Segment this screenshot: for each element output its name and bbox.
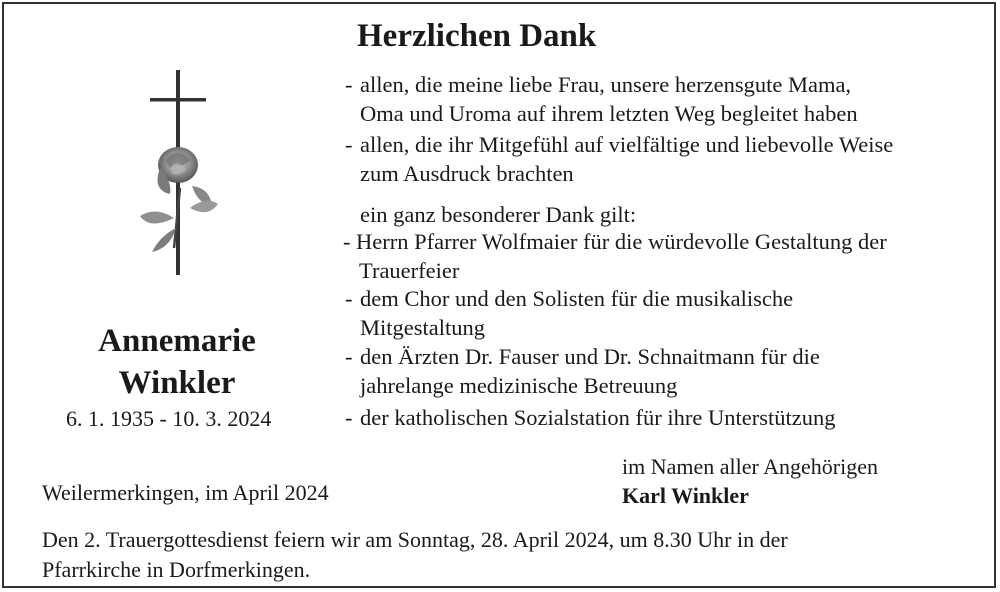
dash: - [345,405,353,430]
thanks-item-line2: zum Ausdruck brachten [360,161,574,186]
thanks-item [345,130,893,188]
special-item-line1: den Ärzten Dr. Fauser und Dr. Schnaitmann für die [360,344,820,369]
special-item-line1: Herrn Pfarrer Wolfmaier für die würdevolle Gestaltung der [356,229,887,254]
dash: - [343,229,351,254]
heading: Herzlichen Dank [357,18,597,54]
dash: - [345,132,353,157]
dash: - [345,344,353,369]
service-announcement [42,525,788,585]
special-item-line2: Mitgestaltung [360,315,485,340]
special-item-line2: jahrelange medizinische Betreuung [360,373,678,398]
thanks-item-line1: allen, die meine liebe Frau, unsere herzensgute Mama, [360,72,852,97]
signature-block [622,452,878,510]
deceased-first-name: Annemarie [98,323,256,359]
dash: - [345,286,353,311]
special-item [345,342,820,400]
signatory-name: Karl Winkler [622,483,749,508]
special-item [345,284,793,342]
special-item-line1: der katholischen Sozialstation für ihre Unterstützung [360,405,836,430]
special-item-line2: Trauerfeier [359,258,460,283]
dash: - [345,72,353,97]
service-line2: Pfarrkirche in Dorfmerkingen. [42,557,311,582]
special-item [343,227,887,285]
thanks-item-line2: Oma und Uroma auf ihrem letzten Weg begleitet haben [360,101,858,126]
cross-rose-icon [130,68,230,278]
service-line1: Den 2. Trauergottesdienst feiern wir am Sonntag, 28. April 2024, um 8.30 Uhr in der [42,527,788,552]
on-behalf-text: im Namen aller Angehörigen [622,454,878,479]
thanks-item-line1: allen, die ihr Mitgefühl auf vielfältige und liebevolle Weise [360,132,894,157]
special-thanks-intro: ein ganz besonderer Dank gilt: [360,202,637,227]
thanks-item [345,70,858,128]
special-item-line1: dem Chor und den Solisten für die musikalische [360,286,794,311]
special-item [345,403,836,432]
life-dates: 6. 1. 1935 - 10. 3. 2024 [66,406,272,431]
place-date: Weilermerkingen, im April 2024 [42,480,329,505]
deceased-last-name: Winkler [118,365,236,401]
